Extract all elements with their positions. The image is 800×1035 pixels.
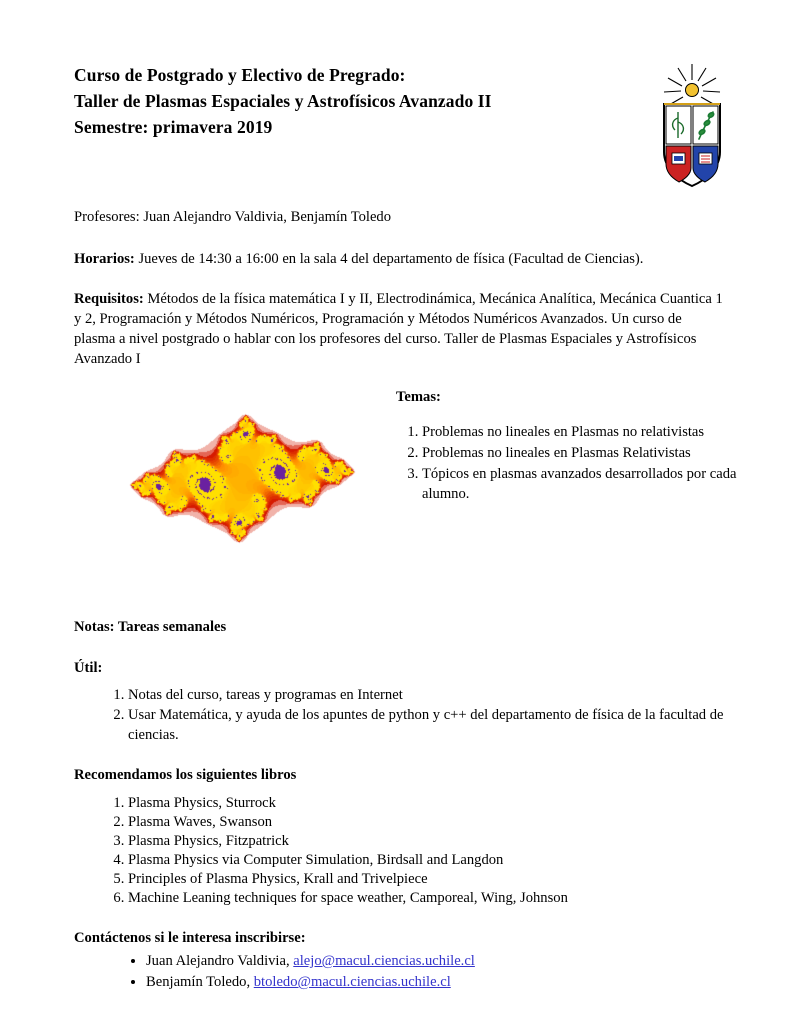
list-item: 1. Plasma Physics, Sturrock [128, 794, 726, 813]
books-list [74, 794, 726, 908]
fractal-plasma-figure [122, 383, 362, 573]
professors-line [74, 207, 726, 227]
list-item [146, 951, 726, 972]
contact-name: Benjamín Toledo, [146, 974, 254, 990]
requirements-value: Métodos de la física matemática I y II, Electrodinámica, Mecánica Analítica, Mecánica Cuantica 1 y 2, Programación y Métodos Numéricos, Programación y Métodos Numéricos Avanzados. Un curso de plasma a nivel postgrado o hablar con los profesores del curso. Taller de Plasmas Espaciales y Astrofísicos Avanzado I [74, 291, 723, 367]
schedule-value: Jueves de 14:30 a 16:00 en la sala 4 del departamento de física (Facultad de Ciencias). [134, 251, 644, 267]
schedule-line [74, 249, 726, 269]
professors-value: Juan Alejandro Valdivia, Benjamín Toledo [139, 209, 392, 225]
schedule-label: Horarios: [74, 251, 135, 267]
title-line-1: Curso de Postgrado y Electivo de Pregrado: [74, 65, 406, 85]
topics-title: Temas: [396, 389, 441, 405]
title-line-2: Taller de Plasmas Espaciales y Astrofísicos Avanzado II [74, 91, 492, 111]
figure-and-topics-section [74, 383, 737, 613]
list-item: 1. Notas del curso, tareas y programas en Internet [128, 685, 726, 705]
list-item: 2. Problemas no lineales en Plasmas Relativistas [422, 443, 746, 463]
list-item: 1. Problemas no lineales en Plasmas no relativistas [422, 422, 746, 442]
university-crest-icon [656, 60, 728, 192]
useful-list [74, 685, 726, 745]
books-title: Recomendamos los siguientes libros [74, 767, 297, 783]
topics-list [396, 422, 746, 504]
list-item: 5. Principles of Plasma Physics, Krall and Trivelpiece [128, 870, 726, 889]
contact-email-link[interactable]: alejo@macul.ciencias.uchile.cl [293, 953, 475, 969]
list-item [146, 972, 726, 993]
list-item: 6. Machine Leaning techniques for space weather, Camporeal, Wing, Johnson [128, 889, 726, 908]
requirements-paragraph [74, 289, 726, 369]
useful-title: Útil: [74, 660, 103, 676]
list-item: 2. Plasma Waves, Swanson [128, 813, 726, 832]
list-item: 3. Tópicos en plasmas avanzados desarrollados por cada alumno. [422, 464, 746, 504]
requirements-label: Requisitos: [74, 291, 144, 307]
contact-title: Contáctenos si le interesa inscribirse: [74, 930, 306, 946]
list-item: 2. Usar Matemática, y ayuda de los apuntes de python y c++ del departamento de física de la facultad de ciencias. [128, 705, 726, 745]
contact-list [74, 951, 726, 993]
page-title [74, 62, 634, 140]
professors-label: Profesores: [74, 209, 140, 225]
title-line-3: Semestre: primavera 2019 [74, 117, 273, 137]
list-item: 3. Plasma Physics, Fitzpatrick [128, 832, 726, 851]
contact-name: Juan Alejandro Valdivia, [146, 953, 294, 969]
contact-email-link[interactable]: btoledo@macul.ciencias.uchile.cl [253, 974, 451, 990]
list-item: 4. Plasma Physics via Computer Simulation, Birdsall and Langdon [128, 851, 726, 870]
notes-line: Notas: Tareas semanales [74, 619, 227, 635]
topics-block [396, 389, 746, 505]
document-header [74, 62, 726, 177]
